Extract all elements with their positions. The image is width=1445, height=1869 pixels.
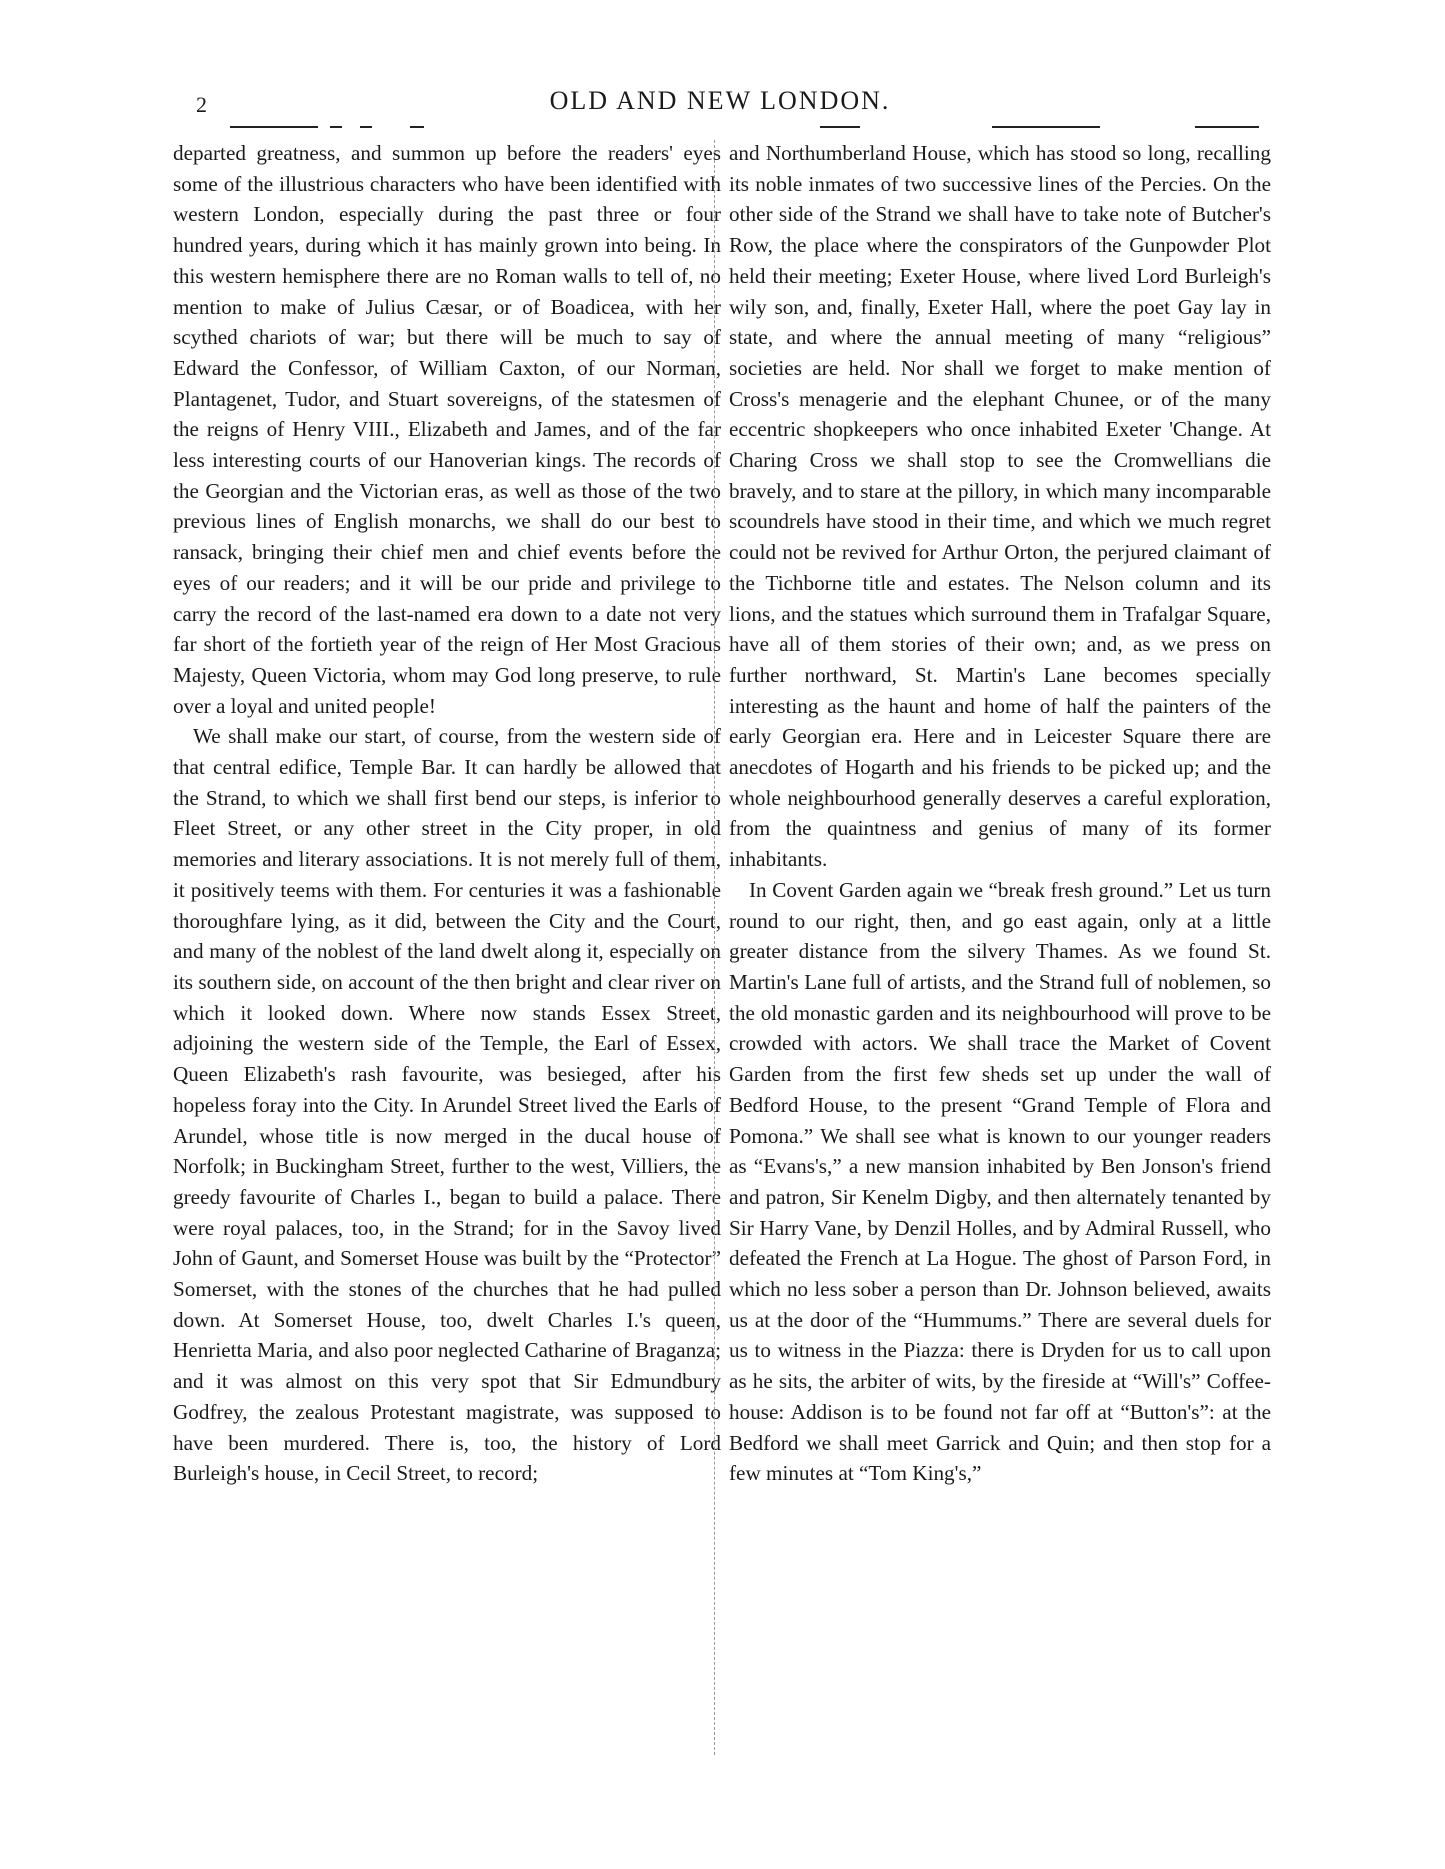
header-rule <box>992 126 1100 128</box>
paragraph: In Covent Garden again we “break fresh ground.” Let us turn round to our right, then, and go east again, only at a little greater distance from the silvery Thames. As we found St. Martin's Lane full of artists, and the Strand full of noblemen, so the old monastic garden and its neighbourhood will prove to be crowded with actors. We shall trace the Market of Covent Garden from the first few sheds set up under the wall of Bedford House, to the present “Grand Temple of Flora and Pomona.” We shall see what is known to our younger readers as “Evans's,” a new mansion inhabited by Ben Jonson's friend and patron, Sir Kenelm Digby, and then alternately tenanted by Sir Harry Vane, by Denzil Holles, and by Admiral Russell, who defeated the French at La Hogue. The ghost of Parson Ford, in which no less sober a person than Dr. Johnson believed, awaits us at the door of the “Hummums.” There are several duels for us to witness in the Piazza: there is Dryden for us to call upon as he sits, the arbiter of wits, by the fireside at “Will's” Coffee-house: Addison is to be found not far off at “Button's”: at the Bedford we shall meet Garrick and Quin; and then stop for a few minutes at “Tom King's,” <box>729 877 1271 1486</box>
page-header <box>170 86 1270 126</box>
header-rule <box>410 126 424 128</box>
header-rule <box>820 126 860 128</box>
header-rule <box>1195 126 1259 128</box>
paragraph: and Northumberland House, which has stood so long, recalling its noble inmates of two successive lines of the Percies. On the other side of the Strand we shall have to take note of Butcher's Row, the place where the conspirators of the Gunpowder Plot held their meeting; Exeter House, where lived Lord Burleigh's wily son, and, finally, Exeter Hall, where the poet Gay lay in state, and where the annual meeting of many “religious” societies are held. Nor shall we forget to make mention of Cross's menagerie and the elephant Chunee, or of the many eccentric shopkeepers who once inhabited Exeter 'Change. At Charing Cross we shall stop to see the Cromwellians die bravely, and to stare at the pillory, in which many incomparable scoundrels have stood in their time, and which we much regret could not be revived for Arthur Orton, the perjured claimant of the Tichborne title and estates. The Nelson column and its lions, and the statues which surround them in Trafalgar Square, have all of them stories of their own; and, as we press on further northward, St. Martin's Lane becomes specially interesting as the haunt and home of half the painters of the early Georgian era. Here and in Leicester Square there are anecdotes of Hogarth and his friends to be picked up; and the whole neighbourhood generally deserves a careful exploration, from the quaintness and genius of many of its former inhabitants. <box>729 141 1271 872</box>
header-rule <box>230 126 318 128</box>
running-title: OLD AND NEW LONDON. <box>549 86 891 115</box>
header-rule <box>330 126 342 128</box>
right-column <box>729 138 1271 1489</box>
left-column <box>173 138 721 1489</box>
header-rule <box>360 126 372 128</box>
page-number: 2 <box>196 92 207 117</box>
column-divider <box>714 140 715 1755</box>
paragraph: departed greatness, and summon up before the readers' eyes some of the illustrious characters who have been identified with western London, especially during the past three or four hundred years, during which it has mainly grown into being. In this western hemisphere there are no Roman walls to tell of, no mention to make of Julius Cæsar, or of Boadicea, with her scythed chariots of war; but there will be much to say of Edward the Confessor, of William Caxton, of our Norman, Plantagenet, Tudor, and Stuart sovereigns, of the statesmen of the reigns of Henry VIII., Elizabeth and James, and of the far less interesting courts of our Hanoverian kings. The records of the Georgian and the Victorian eras, as well as those of the two previous lines of English monarchs, we shall do our best to ransack, bringing their chief men and chief events before the eyes of our readers; and it will be our pride and privilege to carry the record of the last-named era down to a date not very far short of the fortieth year of the reign of Her Most Gracious Majesty, Queen Victoria, whom may God long preserve, to rule over a loyal and united people! <box>173 141 721 718</box>
paragraph: We shall make our start, of course, from the western side of that central edifice, Temple Bar. It can hardly be allowed that the Strand, to which we shall first bend our steps, is inferior to Fleet Street, or any other street in the City proper, in old memories and literary associations. It is not merely full of them, it positively teems with them. For centuries it was a fashionable thoroughfare lying, as it did, between the City and the Court, and many of the noblest of the land dwelt along it, especially on its southern side, on account of the then bright and clear river on which it looked down. Where now stands Essex Street, adjoining the western side of the Temple, the Earl of Essex, Queen Elizabeth's rash favourite, was besieged, after his hopeless foray into the City. In Arundel Street lived the Earls of Arundel, whose title is now merged in the ducal house of Norfolk; in Buckingham Street, further to the west, Villiers, the greedy favourite of Charles I., began to build a palace. There were royal palaces, too, in the Strand; for in the Savoy lived John of Gaunt, and Somerset House was built by the “Protector” Somerset, with the stones of the churches that he had pulled down. At Somerset House, too, dwelt Charles I.'s queen, Henrietta Maria, and also poor neglected Catharine of Braganza; and it was almost on this very spot that Sir Edmundbury Godfrey, the zealous Protestant magistrate, was supposed to have been murdered. There is, too, the history of Lord Burleigh's house, in Cecil Street, to record; <box>173 724 721 1486</box>
